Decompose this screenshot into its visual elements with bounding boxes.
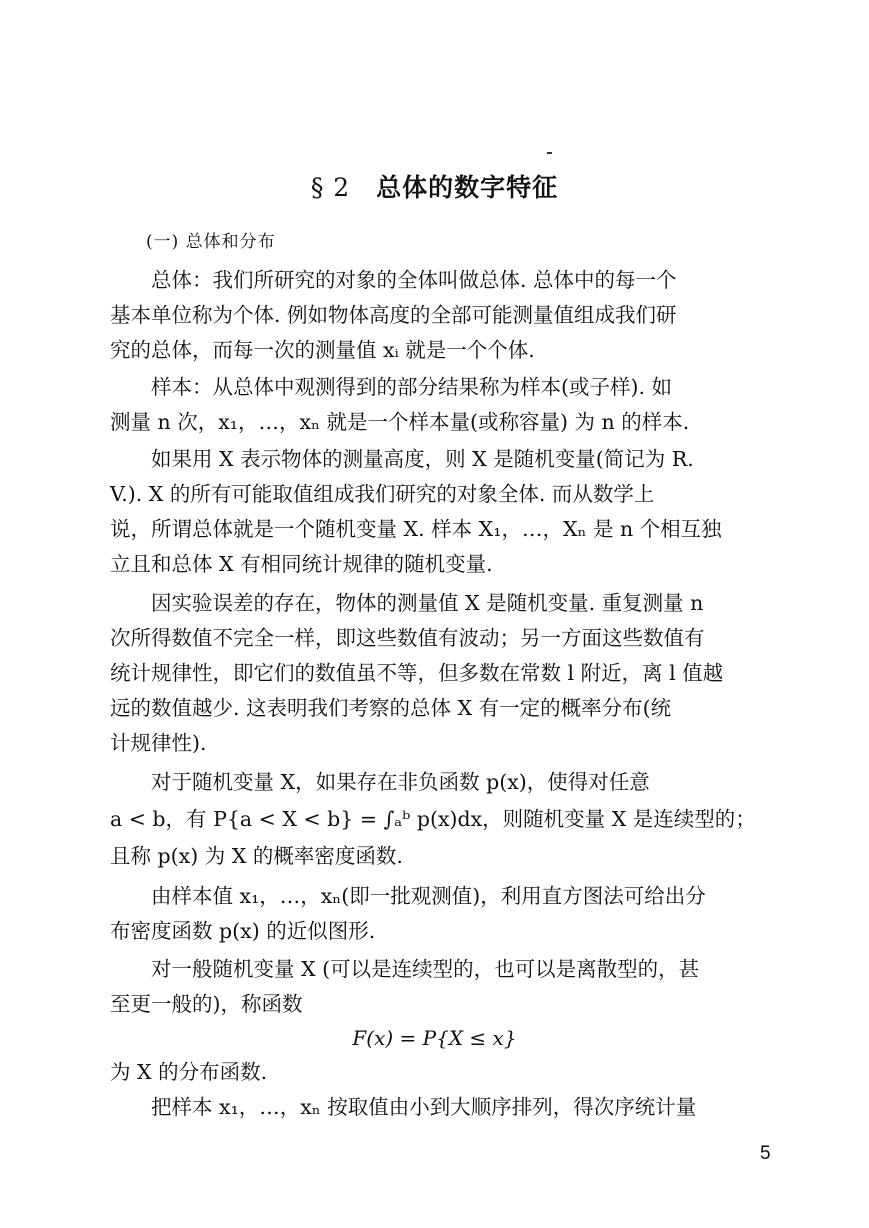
text-line: 对于随机变量 X，如果存在非负函数 p(x)，使得对任意 — [110, 770, 650, 794]
text-line: 究的总体，而每一次的测量值 xᵢ 就是一个个体. — [110, 338, 535, 362]
display-formula: F(x) = P{X ≤ x} — [352, 1026, 517, 1050]
text-line: V.). X 的所有可能取值组成我们研究的对象全体. 而从数学上 — [110, 482, 655, 506]
text-line: 因实验误差的存在，物体的测量值 X 是随机变量. 重复测量 n — [110, 591, 704, 615]
text-line: 测量 n 次，x₁，…，xₙ 就是一个样本量(或称容量) 为 n 的样本. — [110, 410, 690, 434]
text-line: 远的数值越少. 这表明我们考察的总体 X 有一定的概率分布(统 — [110, 696, 672, 720]
text-line: a < b，有 P{a < X < b} = ∫ₐᵇ p(x)dx，则随机变量 X 是连续型的； — [110, 807, 756, 831]
text-line: 如果用 X 表示物体的测量高度，则 X 是随机变量(简记为 R. — [110, 447, 694, 471]
text-line: 由样本值 x₁，…，xₙ(即一批观测值)，利用直方图法可给出分 — [110, 884, 706, 908]
text-line: 对一般随机变量 X (可以是连续型的，也可以是离散型的，甚 — [110, 957, 700, 981]
text-line: 说，所谓总体就是一个随机变量 X. 样本 X₁，…，Xₙ 是 n 个相互独 — [110, 517, 722, 541]
print-speck — [547, 152, 552, 154]
text-line: 总体：我们所研究的对象的全体叫做总体. 总体中的每一个 — [110, 268, 677, 292]
text-line: 立且和总体 X 有相同统计规律的随机变量. — [110, 552, 493, 576]
text-line: 为 X 的分布函数. — [110, 1060, 268, 1084]
page-number: 5 — [760, 1143, 771, 1164]
text-line: 基本单位称为个体. 例如物体高度的全部可能测量值组成我们研 — [110, 303, 677, 327]
section-number: § 2 — [310, 173, 351, 202]
text-line: 样本：从总体中观测得到的部分结果称为样本(或子样). 如 — [110, 375, 673, 399]
text-line: 次所得数值不完全一样，即这些数值有波动；另一方面这些数值有 — [110, 626, 705, 650]
text-line: 统计规律性，即它们的数值虽不等，但多数在常数 l 附近，离 l 值越 — [110, 661, 724, 685]
subheading: (一) 总体和分布 — [146, 232, 276, 252]
text-line: 布密度函数 p(x) 的近似图形. — [110, 919, 376, 943]
text-line: 计规律性). — [110, 731, 207, 755]
section-title: 总体的数字特征 — [376, 173, 559, 202]
text-line: 至更一般的)，称函数 — [110, 992, 303, 1016]
text-line: 且称 p(x) 为 X 的概率密度函数. — [110, 844, 403, 868]
text-line: 把样本 x₁，…，xₙ 按取值由小到大顺序排列，得次序统计量 — [110, 1095, 697, 1119]
section-heading — [0, 168, 869, 204]
